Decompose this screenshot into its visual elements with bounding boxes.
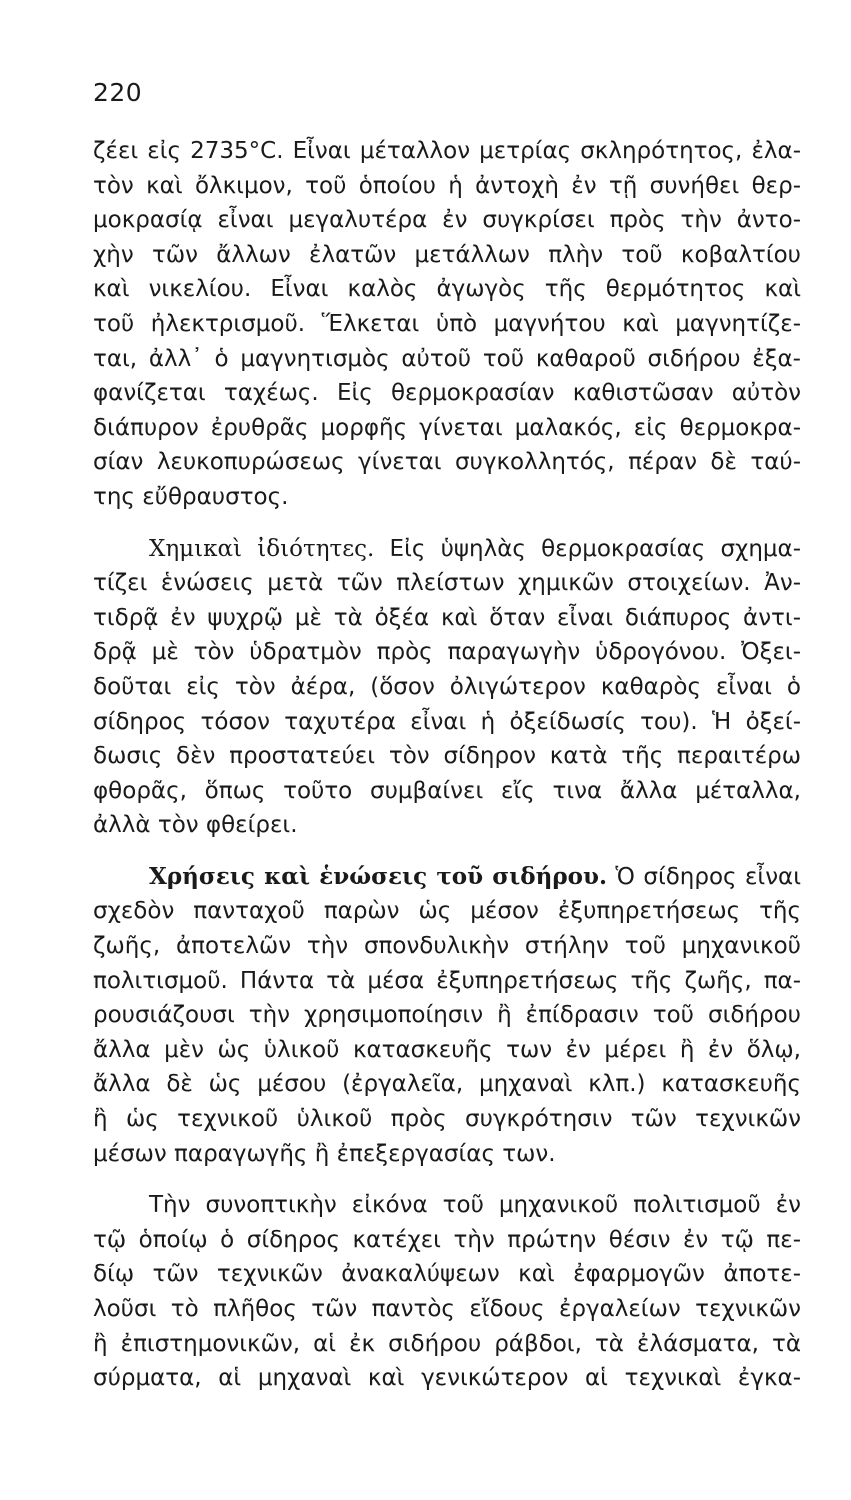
text-line: τίζει ἑνώσεις μετὰ τῶν πλείστων χημικῶν στοιχείων. Ἀν-: [93, 570, 801, 597]
text-line: μοκρασίᾳ εἶναι μεγαλυτέρα ἐν συγκρίσει πρὸς τὴν ἀντο-: [93, 207, 801, 234]
text-line: φανίζεται ταχέως. Εἰς θερμοκρασίαν καθιστῶσαν αὐτὸν: [93, 380, 801, 407]
section-heading: Χρήσεις καὶ ἑνώσεις τοῦ σιδήρου.: [149, 862, 607, 890]
page-number: 220: [93, 78, 143, 107]
text-line: δοῦται εἰς τὸν ἀέρα, (ὅσον ὀλιγώτερον καθαρὸς εἶναι ὁ: [93, 673, 801, 700]
paragraph-physical-properties: [93, 134, 801, 515]
text-line: καὶ νικελίου. Εἶναι καλὸς ἀγωγὸς τῆς θερμότητος καὶ: [93, 276, 801, 303]
text-line: ἀλλὰ τὸν φθείρει.: [93, 812, 298, 839]
text-line: φθορᾶς, ὅπως τοῦτο συμβαίνει εἴς τινα ἄλλα μέταλλα,: [93, 777, 801, 804]
text-line: σχεδὸν πανταχοῦ παρὼν ὡς μέσον ἐξυπηρετήσεως τῆς: [93, 898, 801, 925]
text-line: σίαν λευκοπυρώσεως γίνεται συγκολλητός, πέραν δὲ ταύ-: [93, 449, 801, 476]
text-line: τιδρᾷ ἐν ψυχρῷ μὲ τὰ ὀξέα καὶ ὅταν εἶναι διάπυρος ἀντι-: [93, 604, 801, 631]
text-line: ἢ ἐπιστημονικῶν, αἱ ἐκ σιδήρου ράβδοι, τὰ ἐλάσματα, τὰ: [93, 1330, 801, 1357]
text-line: ζωῆς, ἀποτελῶν τὴν σπονδυλικὴν στήλην τοῦ μηχανικοῦ: [93, 933, 801, 960]
paragraph-civilization: [93, 1188, 801, 1396]
paragraph-chemical-properties: [93, 532, 801, 843]
text-line: δωσις δὲν προστατεύει τὸν σίδηρον κατὰ τῆς περαιτέρω: [93, 743, 801, 770]
text-line: ἢ ὡς τεχνικοῦ ὑλικοῦ πρὸς συγκρότησιν τῶν τεχνικῶν: [93, 1106, 801, 1133]
text-line: διάπυρον ἐρυθρᾶς μορφῆς γίνεται μαλακός, εἰς θερμοκρα-: [93, 414, 801, 441]
text-line: τὸν καὶ ὄλκιμον, τοῦ ὁποίου ἡ ἀντοχὴ ἐν τῇ συνήθει θερ-: [93, 172, 801, 199]
text-line: μέσων παραγωγῆς ἢ ἐπεξεργασίας των.: [93, 1140, 556, 1167]
text-line: τοῦ ἠλεκτρισμοῦ. Ἕλκεται ὑπὸ μαγνήτου καὶ μαγνητίζε-: [93, 310, 801, 337]
text-line: ἄλλα δὲ ὡς μέσου (ἐργαλεῖα, μηχαναὶ κλπ.) κατασκευῆς: [93, 1071, 801, 1098]
text-line: ζέει εἰς 2735°C. Εἶναι μέταλλον μετρίας σκληρότητος, ἐλα-: [93, 138, 801, 164]
paragraph-uses-compounds: [93, 860, 801, 1171]
text-line: δίῳ τῶν τεχνικῶν ἀνακαλύψεων καὶ ἐφαρμογῶν ἀποτε-: [93, 1261, 801, 1288]
text-line: πολιτισμοῦ. Πάντα τὰ μέσα ἐξυπηρετήσεως τῆς ζωῆς, πα-: [93, 967, 801, 994]
text-line: λοῦσι τὸ πλῆθος τῶν παντὸς εἴδους ἐργαλείων τεχνικῶν: [93, 1296, 801, 1322]
text-line: ἄλλα μὲν ὡς ὑλικοῦ κατασκευῆς των ἐν μέρει ἢ ἐν ὅλῳ,: [93, 1036, 801, 1063]
text-line: σίδηρος τόσον ταχυτέρα εἶναι ἡ ὀξείδωσίς του). Ἡ ὀξεί-: [93, 708, 801, 735]
heading-continuation: Εἰς ὑψηλὰς θερμοκρασίας σχημα-: [374, 535, 801, 562]
text-line: ται, ἀλλ᾽ ὁ μαγνητισμὸς αὐτοῦ τοῦ καθαροῦ σιδήρου ἐξα-: [93, 345, 801, 372]
text-line: ρουσιάζουσι τὴν χρησιμοποίησιν ἢ ἐπίδρασιν τοῦ σιδήρου: [93, 1002, 801, 1029]
text-line: [93, 532, 801, 567]
text-line: της εὔθραυστος.: [93, 483, 289, 510]
text-line: δρᾷ μὲ τὸν ὑδρατμὸν πρὸς παραγωγὴν ὑδρογόνου. Ὀξει-: [93, 639, 801, 666]
text-line: Τὴν συνοπτικὴν εἰκόνα τοῦ μηχανικοῦ πολιτισμοῦ ἐν: [149, 1192, 801, 1219]
text-line: σύρματα, αἱ μηχαναὶ καὶ γενικώτερον αἱ τεχνικαὶ ἐγκα-: [93, 1365, 801, 1392]
section-heading: Χημικαὶ ἰδιότητες.: [149, 535, 375, 562]
text-line: τῷ ὁποίῳ ὁ σίδηρος κατέχει τὴν πρώτην θέσιν ἐν τῷ πε-: [93, 1226, 801, 1253]
text-line: [93, 860, 801, 895]
text-line: χὴν τῶν ἄλλων ἐλατῶν μετάλλων πλὴν τοῦ κοβαλτίου: [93, 241, 801, 268]
heading-continuation: Ὁ σίδηρος εἶναι: [606, 863, 801, 890]
